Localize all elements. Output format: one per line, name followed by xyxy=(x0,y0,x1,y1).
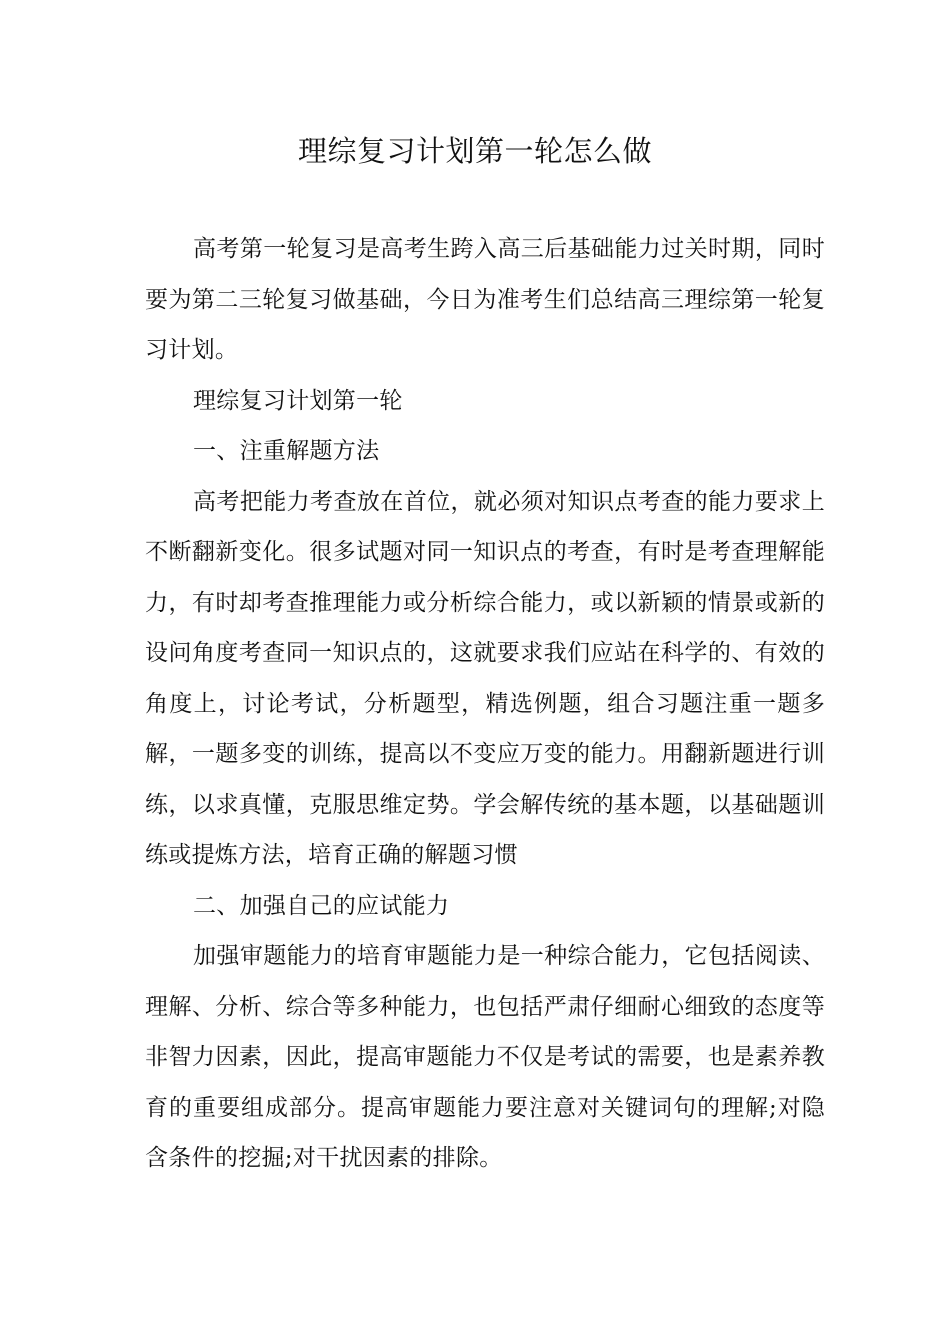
section-1-heading: 一、注重解题方法 xyxy=(193,438,380,464)
section-2-paragraph: 加强审题能力的培育审题能力是一种综合能力，它包括阅读、理解、分析、综合等多种能力，也包括严肃仔细耐心细致的态度等非智力因素，因此，提高审题能力不仅是考试的需要，也是素养教育的重要组成部分。提高审题能力要注意对关键词句的理解;对隐含条件的挖掘;对干扰因素的排除。 xyxy=(145,943,825,1171)
intro-paragraph: 高考第一轮复习是高考生跨入高三后基础能力过关时期，同时要为第二三轮复习做基础，今日为准考生们总结高三理综第一轮复习计划。 xyxy=(145,236,825,363)
plan-subtitle: 理综复习计划第一轮 xyxy=(193,387,403,414)
document-title: 理综复习计划第一轮怎么做 xyxy=(297,134,652,168)
document-body xyxy=(145,224,825,1184)
section-2-heading: 二、加强自己的应试能力 xyxy=(193,892,450,919)
section-1-paragraph: 高考把能力考查放在首位，就必须对知识点考查的能力要求上不断翻新变化。很多试题对同一知识点的考查，有时是考查理解能力，有时却考查推理能力或分析综合能力，或以新颖的情景或新的设问角度考查同一知识点的，这就要求我们应站在科学的、有效的角度上，讨论考试，分析题型，精选例题，组合习题注重一题多解，一题多变的训练，提高以不变应万变的能力。用翻新题进行训练，以求真懂，克服思维定势。学会解传统的基本题，以基础题训练或提炼方法，培育正确的解题习惯 xyxy=(145,488,825,868)
